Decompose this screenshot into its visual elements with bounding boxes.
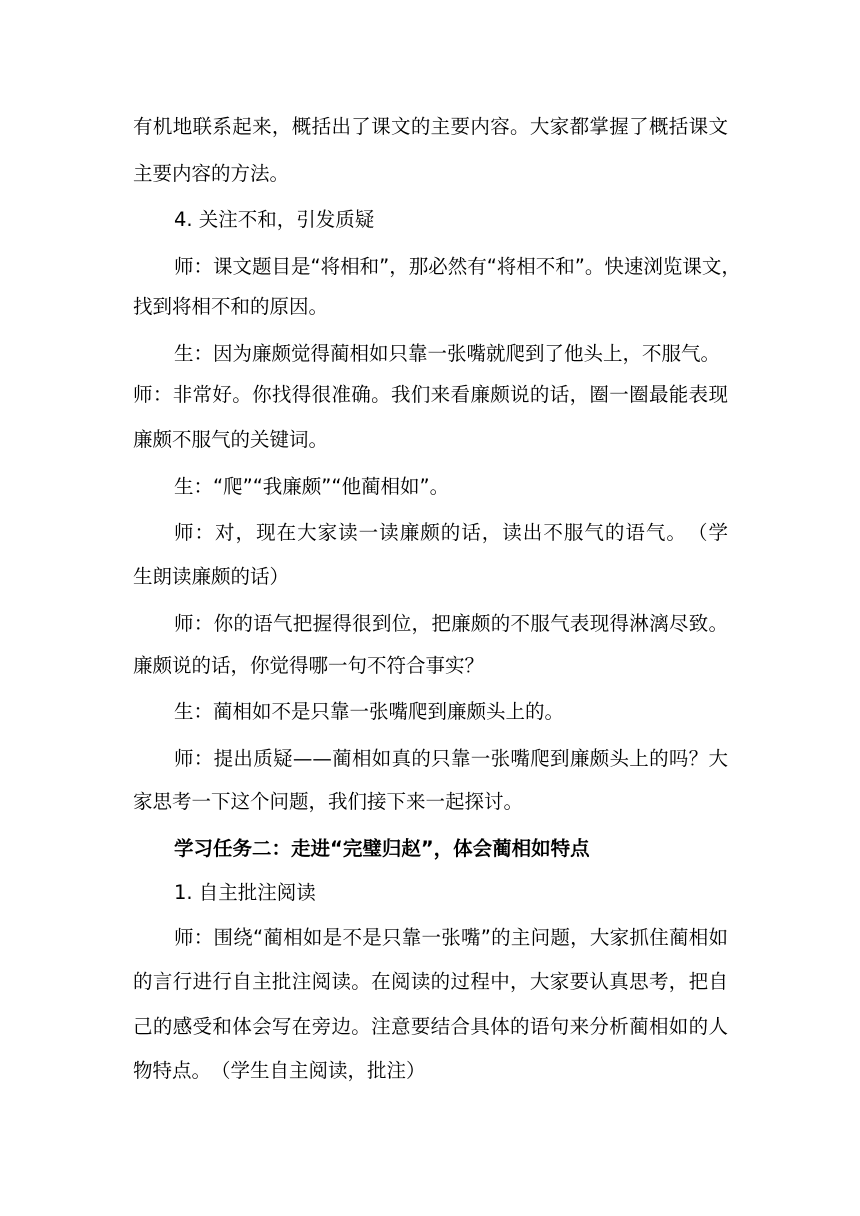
task-heading: 学习任务二：走进“完璧归赵”，体会蔺相如特点 xyxy=(174,837,590,860)
section-heading: 1. 自主批注阅读 xyxy=(174,881,316,904)
text-line: 廉颇说的话，你觉得哪一句不符合事实？ xyxy=(133,654,485,677)
text-line: 生：因为廉颇觉得蔺相如只靠一张嘴就爬到了他头上，不服气。 xyxy=(174,342,721,365)
text-line: 主要内容的方法。 xyxy=(133,162,290,185)
text-line: 生：“爬”“我廉颇”“他蔺相如”。 xyxy=(174,475,450,498)
text-line: 己的感受和体会写在旁边。注意要结合具体的语句来分析蔺相如的人 xyxy=(133,1015,728,1038)
text-line: 生：蔺相如不是只靠一张嘴爬到廉颇头上的。 xyxy=(174,700,565,723)
section-heading: 4. 关注不和，引发质疑 xyxy=(174,208,375,231)
text-line: 师：你的语气把握得很到位，把廉颇的不服气表现得淋漓尽致。 xyxy=(174,612,728,635)
text-line: 有机地联系起来，概括出了课文的主要内容。大家都掌握了概括课文 xyxy=(133,115,728,138)
text-line: 师：围绕“蔺相如是不是只靠一张嘴”的主问题，大家抓住蔺相如 xyxy=(174,926,728,949)
text-line: 的言行进行自主批注阅读。在阅读的过程中，大家要认真思考，把自 xyxy=(133,970,728,993)
text-line: 师：课文题目是“将相和”，那必然有“将相不和”。快速浏览课文， xyxy=(174,255,741,278)
text-line: 廉颇不服气的关键词。 xyxy=(133,428,329,451)
text-line: 师：非常好。你找得很准确。我们来看廉颇说的话，圈一圈最能表现 xyxy=(133,383,728,406)
text-line: 师：提出质疑——蔺相如真的只靠一张嘴爬到廉颇头上的吗？大 xyxy=(174,747,728,770)
text-line: 家思考一下这个问题，我们接下来一起探讨。 xyxy=(133,790,524,813)
text-line: 生朗读廉颇的话） xyxy=(133,565,290,588)
text-line: 找到将相不和的原因。 xyxy=(133,295,329,318)
text-line: 师：对，现在大家读一读廉颇的话，读出不服气的语气。 （学 xyxy=(174,521,728,544)
text-line: 物特点。 （学生自主阅读，批注） xyxy=(133,1059,426,1082)
